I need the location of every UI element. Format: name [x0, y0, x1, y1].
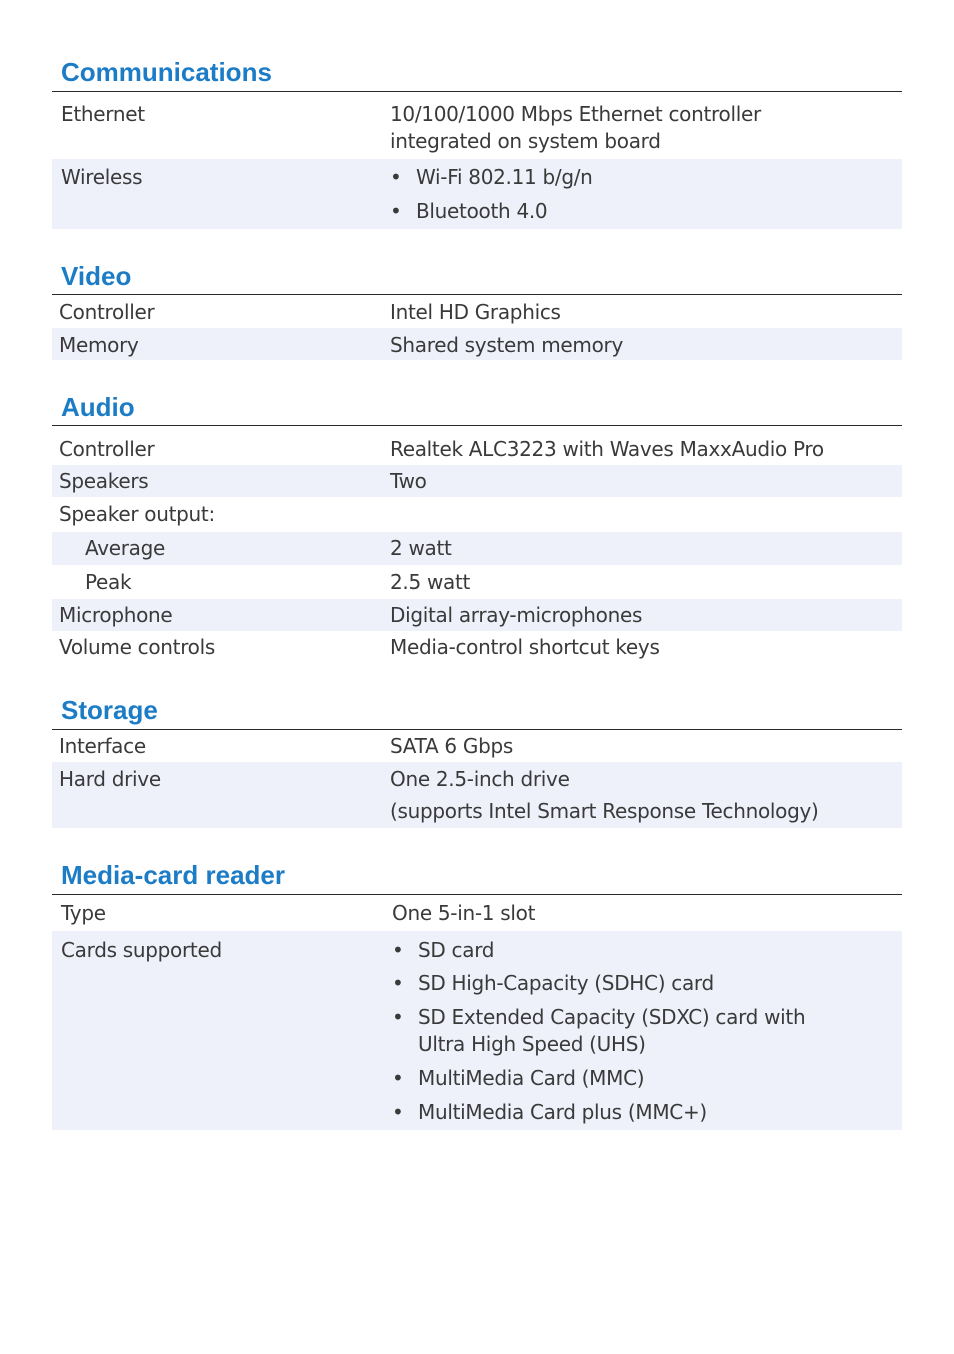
bullet-icon: • [392, 1005, 404, 1029]
section-rule [52, 425, 902, 426]
section-rule [52, 894, 902, 895]
spec-value-type: One 5-in-1 slot [392, 901, 536, 925]
bullet-icon: • [390, 199, 402, 223]
spec-label-peak: Peak [85, 570, 132, 594]
spec-label-speaker-output: Speaker output: [59, 502, 215, 526]
section-title-communications: Communications [61, 57, 272, 87]
bullet-icon: • [390, 165, 402, 189]
spec-label-interface: Interface [59, 734, 146, 758]
spec-label-hard-drive: Hard drive [59, 767, 161, 791]
spec-value-peak: 2.5 watt [390, 570, 471, 594]
spec-value-speakers: Two [390, 469, 427, 493]
list-item-card: SD High-Capacity (SDHC) card [418, 971, 714, 995]
spec-value-memory: Shared system memory [390, 333, 623, 357]
list-item-card: SD Extended Capacity (SDXC) card with [418, 1005, 806, 1029]
spec-value-ethernet-line1: 10/100/1000 Mbps Ethernet controller [390, 102, 761, 126]
spec-value-audio-controller: Realtek ALC3223 with Waves MaxxAudio Pro [390, 437, 824, 461]
bullet-icon: • [392, 971, 404, 995]
section-rule [52, 91, 902, 92]
spec-label-audio-controller: Controller [59, 437, 155, 461]
spec-value-volume-controls: Media-control shortcut keys [390, 635, 660, 659]
bullet-icon: • [392, 1100, 404, 1124]
section-title-storage: Storage [61, 695, 158, 725]
spec-label-memory: Memory [59, 333, 139, 357]
list-item-wireless: Bluetooth 4.0 [416, 199, 548, 223]
list-item-card: SD card [418, 938, 495, 962]
spec-value-hard-drive-line2: (supports Intel Smart Response Technology) [390, 799, 819, 823]
list-item-card-continued: Ultra High Speed (UHS) [418, 1032, 646, 1056]
spec-value-microphone: Digital array-microphones [390, 603, 643, 627]
row-band [52, 465, 902, 497]
spec-value-ethernet-line2: integrated on system board [390, 129, 661, 153]
spec-label-average: Average [85, 536, 166, 560]
section-title-media-card-reader: Media-card reader [61, 860, 285, 890]
section-title-video: Video [61, 261, 132, 291]
spec-label-controller: Controller [59, 300, 155, 324]
bullet-icon: • [392, 938, 404, 962]
spec-label-volume-controls: Volume controls [59, 635, 215, 659]
spec-label-wireless: Wireless [61, 165, 143, 189]
spec-value-hard-drive-line1: One 2.5-inch drive [390, 767, 570, 791]
spec-label-ethernet: Ethernet [61, 102, 145, 126]
list-item-wireless: Wi-Fi 802.11 b/g/n [416, 165, 593, 189]
list-item-card: MultiMedia Card (MMC) [418, 1066, 645, 1090]
list-item-card: MultiMedia Card plus (MMC+) [418, 1100, 707, 1124]
section-rule [52, 294, 902, 295]
spec-label-speakers: Speakers [59, 469, 149, 493]
section-title-audio: Audio [61, 392, 135, 422]
bullet-icon: • [392, 1066, 404, 1090]
row-band [52, 532, 902, 565]
spec-value-average: 2 watt [390, 536, 452, 560]
section-rule [52, 729, 902, 730]
spec-label-type: Type [61, 901, 106, 925]
spec-label-microphone: Microphone [59, 603, 173, 627]
spec-label-cards-supported: Cards supported [61, 938, 222, 962]
spec-value-controller: Intel HD Graphics [390, 300, 561, 324]
spec-value-interface: SATA 6 Gbps [390, 734, 513, 758]
